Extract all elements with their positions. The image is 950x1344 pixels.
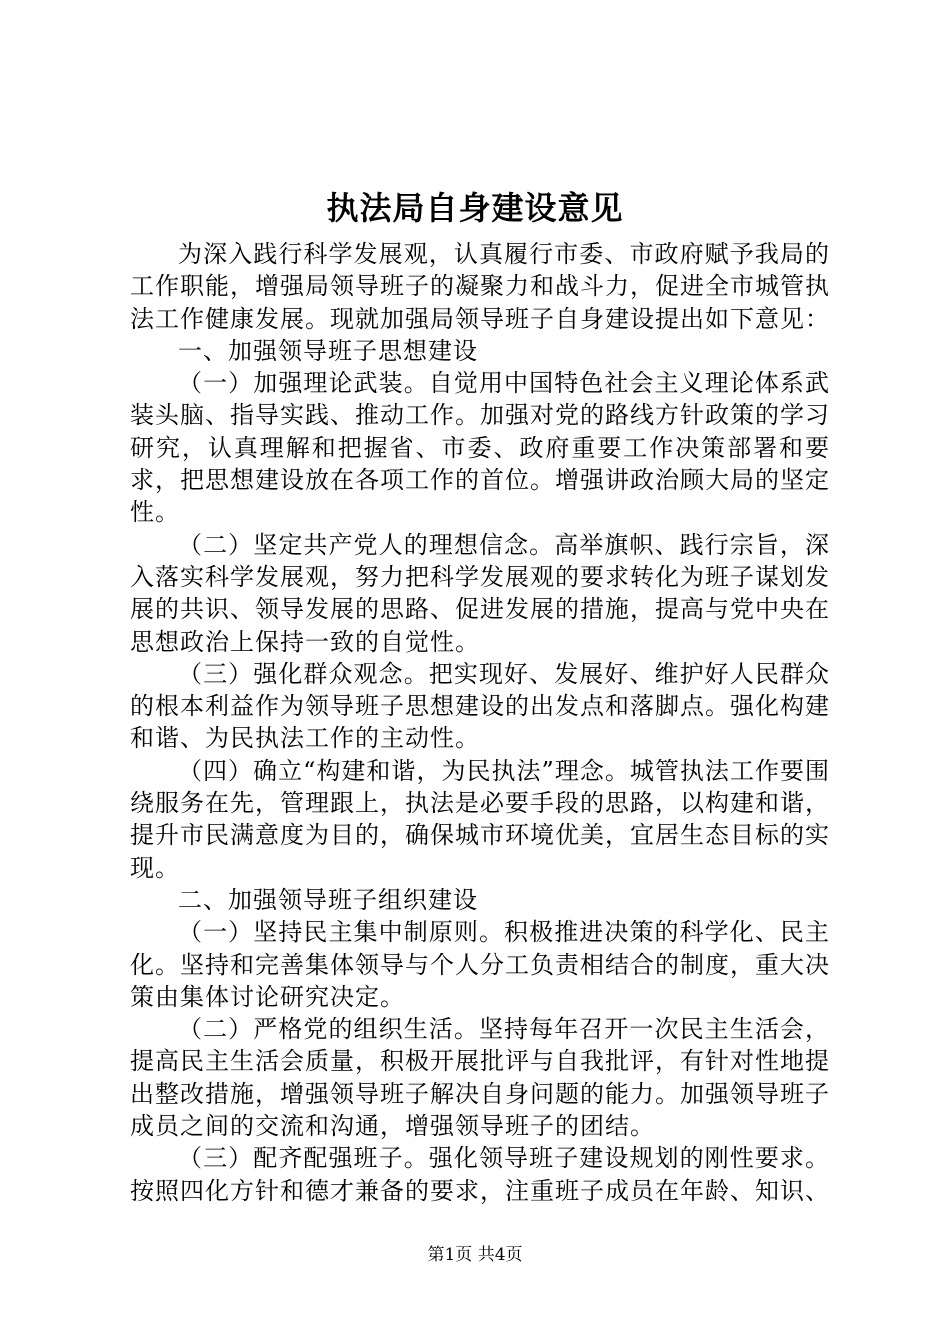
body-paragraph: （一）加强理论武装。自觉用中国特色社会主义理论体系武装头脑、指导实践、推动工作。加强对党的路线方针政策的学习研究，认真理解和把握省、市委、政府重要工作决策部署和要求，把思想建设放在各项工作的首位。增强讲政治顾大局的坚定性。 [130,369,830,527]
body-paragraph: （四）确立“构建和谐，为民执法”理念。城管执法工作要围绕服务在先，管理跟上，执法是必要手段的思路，以构建和谐，提升市民满意度为目的，确保城市环境优美，宜居生态目标的实现。 [130,756,830,882]
body-paragraph: （三）强化群众观念。把实现好、发展好、维护好人民群众的根本利益作为领导班子思想建设的出发点和落脚点。强化构建和谐、为民执法工作的主动性。 [130,659,830,753]
body-paragraph: （二）严格党的组织生活。坚持每年召开一次民主生活会，提高民主生活会质量，积极开展批评与自我批评，有针对性地提出整改措施，增强领导班子解决自身问题的能力。加强领导班子成员之间的交流和沟通，增强领导班子的团结。 [130,1015,830,1141]
body-paragraph: （三）配齐配强班子。强化领导班子建设规划的刚性要求。按照四化方针和德才兼备的要求，注重班子成员在年龄、知识、 [130,1144,830,1205]
page-footer: 第1页 共4页 [427,1245,523,1265]
document-title: 执法局自身建设意见 [326,189,624,227]
body-paragraph: （二）坚定共产党人的理想信念。高举旗帜、践行宗旨，深入落实科学发展观，努力把科学发展观的要求转化为班子谋划发展的共识、领导发展的思路、促进发展的措施，提高与党中央在思想政治上保持一致的自觉性。 [130,530,830,656]
section-heading-1: 一、加强领导班子思想建设 [178,336,478,365]
body-paragraph: （一）坚持民主集中制原则。积极推进决策的科学化、民主化。坚持和完善集体领导与个人分工负责相结合的制度，重大决策由集体讨论研究决定。 [130,918,830,1011]
section-heading-2: 二、加强领导班子组织建设 [178,885,478,914]
document-body [130,238,830,1207]
intro-paragraph: 为深入践行科学发展观，认真履行市委、市政府赋予我局的工作职能，增强局领导班子的凝聚力和战斗力，促进全市城管执法工作健康发展。现就加强局领导班子自身建设提出如下意见： [130,240,830,333]
